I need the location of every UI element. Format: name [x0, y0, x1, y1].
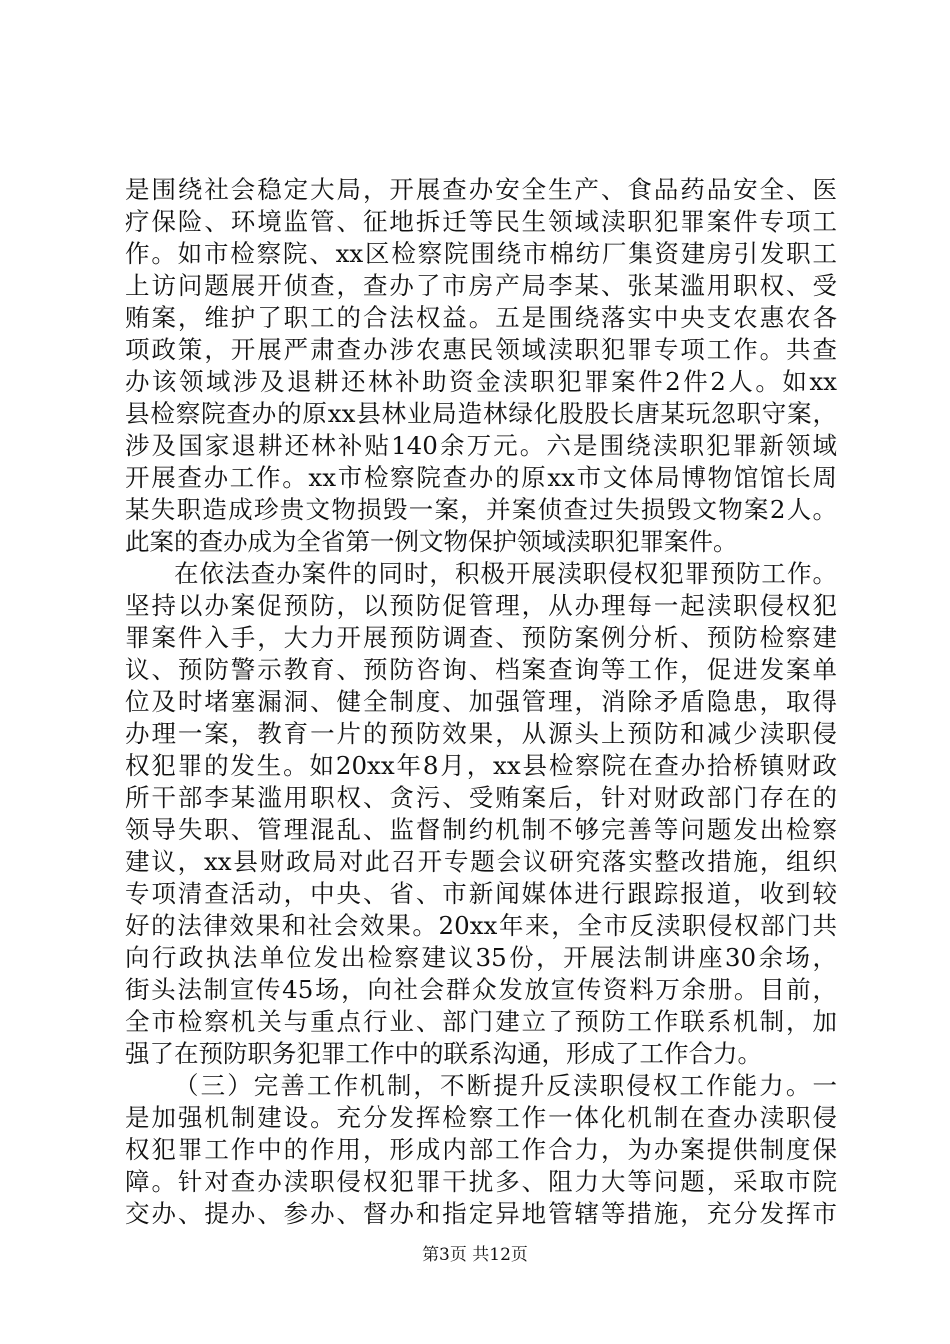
text-line: 坚持以办案促预防，以预防促管理，从办理每一起渎职侵权犯	[125, 591, 837, 620]
text-line: 罪案件入手，大力开展预防调查、预防案例分析、预防检察建	[125, 623, 837, 652]
text-line: 是加强机制建设。充分发挥检察工作一体化机制在查办渎职侵	[125, 1103, 837, 1132]
text-line: 权犯罪的发生。如20xx年8月，xx县检察院在查办拾桥镇财政	[125, 751, 837, 780]
text-line: 是围绕社会稳定大局，开展查办安全生产、食品药品安全、医	[125, 175, 837, 204]
text-line: 疗保险、环境监管、征地拆迁等民生领域渎职犯罪案件专项工	[125, 207, 837, 236]
text-line: 办该领域涉及退耕还林补助资金渎职犯罪案件2件2人。如xx	[125, 367, 837, 396]
text-line: 交办、提办、参办、督办和指定异地管辖等措施，充分发挥市	[125, 1199, 837, 1228]
text-line: 某失职造成珍贵文物损毁一案，并案侦查过失损毁文物案2人。	[125, 495, 837, 524]
text-line: 向行政执法单位发出检察建议35份，开展法制讲座30余场，	[125, 943, 837, 972]
text-line: 上访问题展开侦查，查办了市房产局李某、张某滥用职权、受	[125, 271, 837, 300]
text-line: 位及时堵塞漏洞、健全制度、加强管理，消除矛盾隐患，取得	[125, 687, 837, 716]
text-line: 建议，xx县财政局对此召开专题会议研究落实整改措施，组织	[125, 847, 837, 876]
text-line: 议、预防警示教育、预防咨询、档案查询等工作，促进发案单	[125, 655, 837, 684]
text-line: 开展查办工作。xx市检察院查办的原xx市文体局博物馆馆长周	[125, 463, 837, 492]
text-line: 此案的查办成为全省第一例文物保护领域渎职犯罪案件。	[125, 527, 738, 556]
text-line: （三）完善工作机制，不断提升反渎职侵权工作能力。一	[174, 1071, 837, 1100]
text-line: 涉及国家退耕还林补贴140余万元。六是围绕渎职犯罪新领域	[125, 431, 837, 460]
text-line: 领导失职、管理混乱、监督制约机制不够完善等问题发出检察	[125, 815, 837, 844]
body-text	[125, 174, 837, 1230]
text-line: 县检察院查办的原xx县林业局造林绿化股股长唐某玩忽职守案，	[125, 399, 837, 428]
text-line: 在依法查办案件的同时，积极开展渎职侵权犯罪预防工作。	[174, 559, 837, 588]
text-line: 障。针对查办渎职侵权犯罪干扰多、阻力大等问题，采取市院	[125, 1167, 837, 1196]
text-line: 作。如市检察院、xx区检察院围绕市棉纺厂集资建房引发职工	[125, 239, 837, 268]
text-line: 街头法制宣传45场，向社会群众发放宣传资料万余册。目前，	[125, 975, 837, 1004]
text-line: 办理一案，教育一片的预防效果，从源头上预防和减少渎职侵	[125, 719, 837, 748]
text-line: 好的法律效果和社会效果。20xx年来，全市反渎职侵权部门共	[125, 911, 837, 940]
text-line: 全市检察机关与重点行业、部门建立了预防工作联系机制，加	[125, 1007, 837, 1036]
text-line: 强了在预防职务犯罪工作中的联系沟通，形成了工作合力。	[125, 1039, 762, 1068]
text-line: 项政策，开展严肃查办涉农惠民领域渎职犯罪专项工作。共查	[125, 335, 837, 364]
text-line: 所干部李某滥用职权、贪污、受贿案后，针对财政部门存在的	[125, 783, 837, 812]
text-line: 贿案，维护了职工的合法权益。五是围绕落实中央支农惠农各	[125, 303, 837, 332]
page-footer: 第3页 共12页	[422, 1245, 528, 1265]
text-line: 专项清查活动，中央、省、市新闻媒体进行跟踪报道，收到较	[125, 879, 837, 908]
text-line: 权犯罪工作中的作用，形成内部工作合力，为办案提供制度保	[125, 1135, 837, 1164]
